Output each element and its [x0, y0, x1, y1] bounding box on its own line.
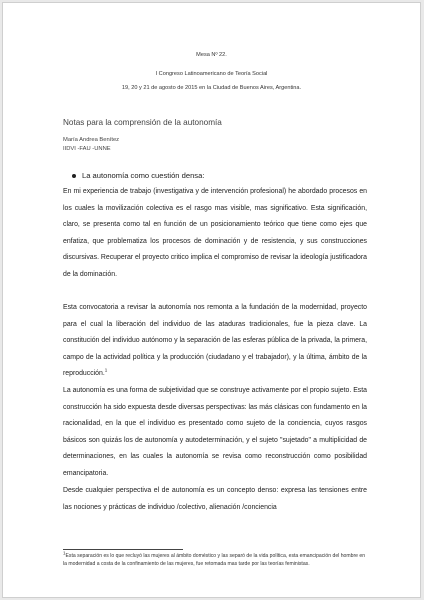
bullet-icon — [72, 174, 76, 178]
section-heading — [72, 171, 204, 180]
document-title: Notas para la comprensión de la autonomía — [63, 118, 222, 127]
section-heading-text: La autonomía como cuestión densa: — [82, 171, 205, 180]
author-name: María Andrea Benítez — [63, 137, 120, 143]
document-page — [2, 2, 421, 598]
paragraph-2-text: Esta convocatoria a revisar la autonomía nos remonta a la fundación de la modernidad, proyecto para el cual la liberación del individuo de las ataduras tradicionales, fue la pieza clave. La constitución del individuo autónomo y la separación de las esferas pública de la privada, la primera, campo de la actividad política y la producción (ciudadano y el trabajador), y la última, ámbito de la reproducción. — [63, 304, 367, 378]
author-affiliation: IIDVI -FAU -UNNE — [63, 146, 111, 152]
footnote-divider — [63, 549, 183, 550]
paragraph-4: Desde cualquier perspectiva el de autonomía es un concepto denso: expresa las tensiones entre las nociones y prácticas de individuo /colectivo, alienación /conciencia — [63, 487, 367, 511]
paragraph-1: En mi experiencia de trabajo (investigativa y de intervención profesional) he abordado procesos en los cuales la movilización colectiva es el rasgo mas visible, mas significativo. Esta significación, claro, se presenta como tal en función de un posicionamiento teórico que tiene como ejes que enfatiza, que problematiza los procesos de dominación y de resistencia, y sus construcciones discursivas. Recuperar el proyecto critico implica el compromiso de revisar la ideología justificadora de la dominación. — [63, 188, 367, 278]
paragraph-2 — [63, 300, 367, 383]
congress-dates: 19, 20 y 21 de agosto de 2015 en la Ciudad de Buenos Aires, Argentina. — [121, 85, 302, 91]
paragraph-3: La autonomía es una forma de subjetividad que se construye activamente por el propio sujeto. Esta construcción ha sido expuesta desde diversas perspectivas: las más clásicas con fundamento en la racionalidad, en la que el individuo es presentado como sujeto de la conciencia, cuyos rasgos básicos son quizás los de autonomía y autodeterminación, y el sujeto "sujetado" a multiplicidad de determinaciones, en las cuales la autonomía se revisa como reconstrucción como posibilidad emancipatoria. — [63, 387, 367, 477]
footnote — [63, 552, 367, 569]
footnote-reference: 1 — [104, 368, 108, 374]
footnote-marker: 1 — [63, 550, 66, 556]
congress-heading: I Congreso Latinoamericano de Teoría Social — [155, 71, 268, 77]
mesa-heading: Mesa Nº 22. — [196, 52, 227, 58]
footnote-text: Esta separación es lo que recluyó las mujeres al ámbito doméstico y las separó de la vida política, esta emancipación del hombre en la modernidad a costa de la confinamiento de las mujeres, fue retomada mas tarde por las teorías feministas. — [63, 553, 366, 568]
